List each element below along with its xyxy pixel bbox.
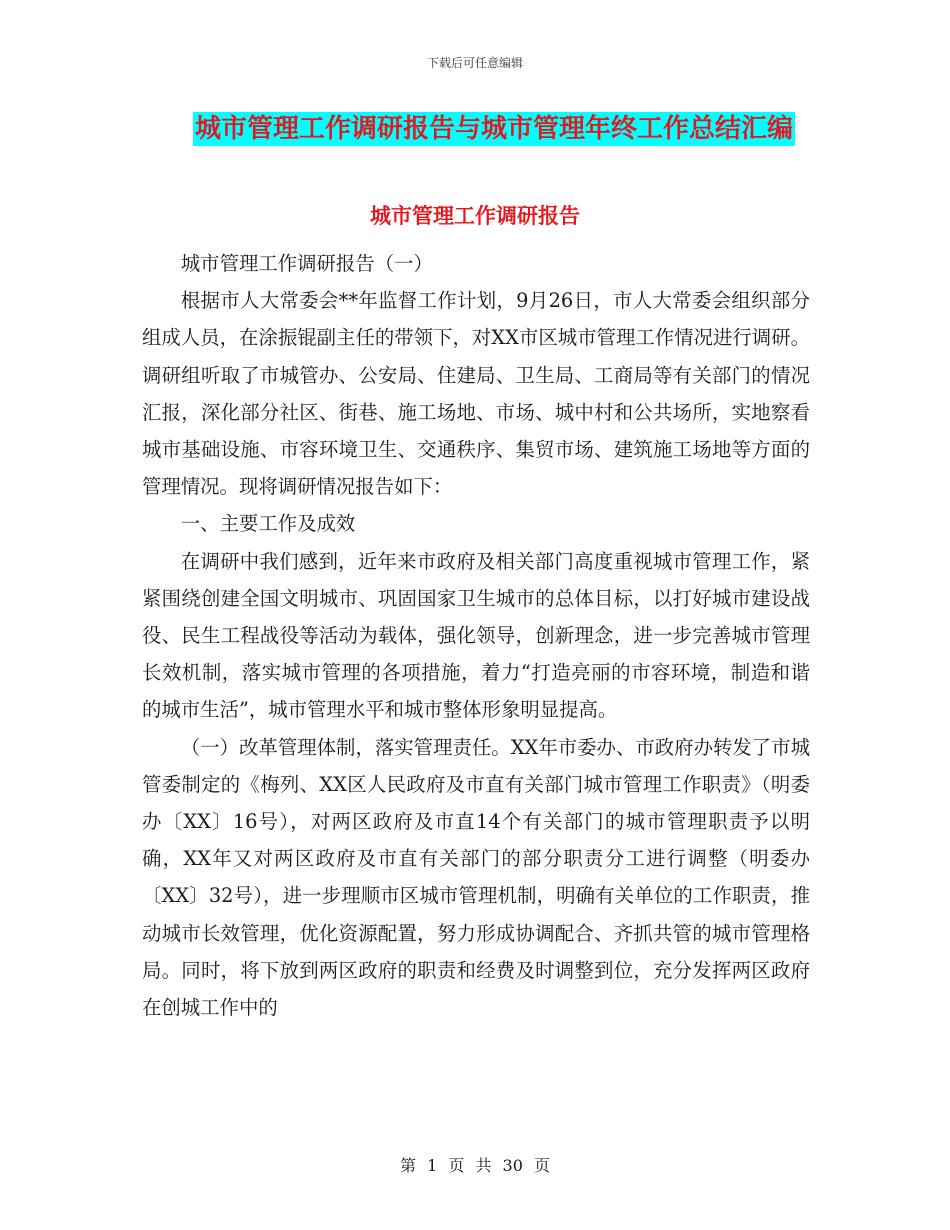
document-title: 城市管理工作调研报告与城市管理年终工作总结汇编 [195, 114, 794, 144]
paragraph-section-heading: 一、主要工作及成效 [180, 512, 356, 536]
paragraph-achievements: 在调研中我们感到，近年来市政府及相关部门高度重视城市管理工作，紧紧围绕创建全国文明城市、巩固国家卫生城市的总体目标，以打好城市建设战役、民生工程战役等活动为载体，强化领导，创新理念，进一步完善城市管理长效机制，落实城市管理的各项措施，着力“打造亮丽的市容环境，制造和谐的城市生活”，城市管理水平和城市整体形象明显提高。 [142, 549, 810, 722]
paragraph-intro: 根据市人大常委会**年监督工作计划，9月26日，市人大常委会组织部分组成人员，在涂振锟副主任的带领下，对XX市区城市管理工作情况进行调研。调研组听取了市城管办、公安局、住建局、卫生局、工商局等有关部门的情况汇报，深化部分社区、街巷、施工场地、市场、城中村和公共场所，实地察看城市基础设施、市容环境卫生、交通秩序、集贸市场、建筑施工场地等方面的管理情况。现将调研情况报告如下： [142, 289, 810, 499]
paragraph-management-reform: （一）改革管理体制，落实管理责任。XX年市委办、市政府办转发了市城管委制定的《梅列、XX区人民政府及市直有关部门城市管理工作职责》（明委办〔XX〕16号），对两区政府及市直14个有关部门的城市管理职责予以明确，XX年又对两区政府及市直有关部门的部分职责分工进行调整（明委办〔XX〕32号），进一步理顺市区城市管理机制，明确有关单位的工作职责，推动城市长效管理，优化资源配置，努力形成协调配合、齐抓共管的城市管理格局。同时，将下放到两区政府的职责和经费及时调整到位，充分发挥两区政府在创城工作中的 [142, 735, 810, 1020]
header-note: 下载后可任意编辑 [426, 56, 523, 70]
page-number: 第 1 页 共 30 页 [400, 1156, 550, 1175]
section-title: 城市管理工作调研报告 [370, 204, 580, 228]
body-text [142, 245, 810, 1026]
paragraph-report-heading: 城市管理工作调研报告（一） [180, 252, 433, 275]
